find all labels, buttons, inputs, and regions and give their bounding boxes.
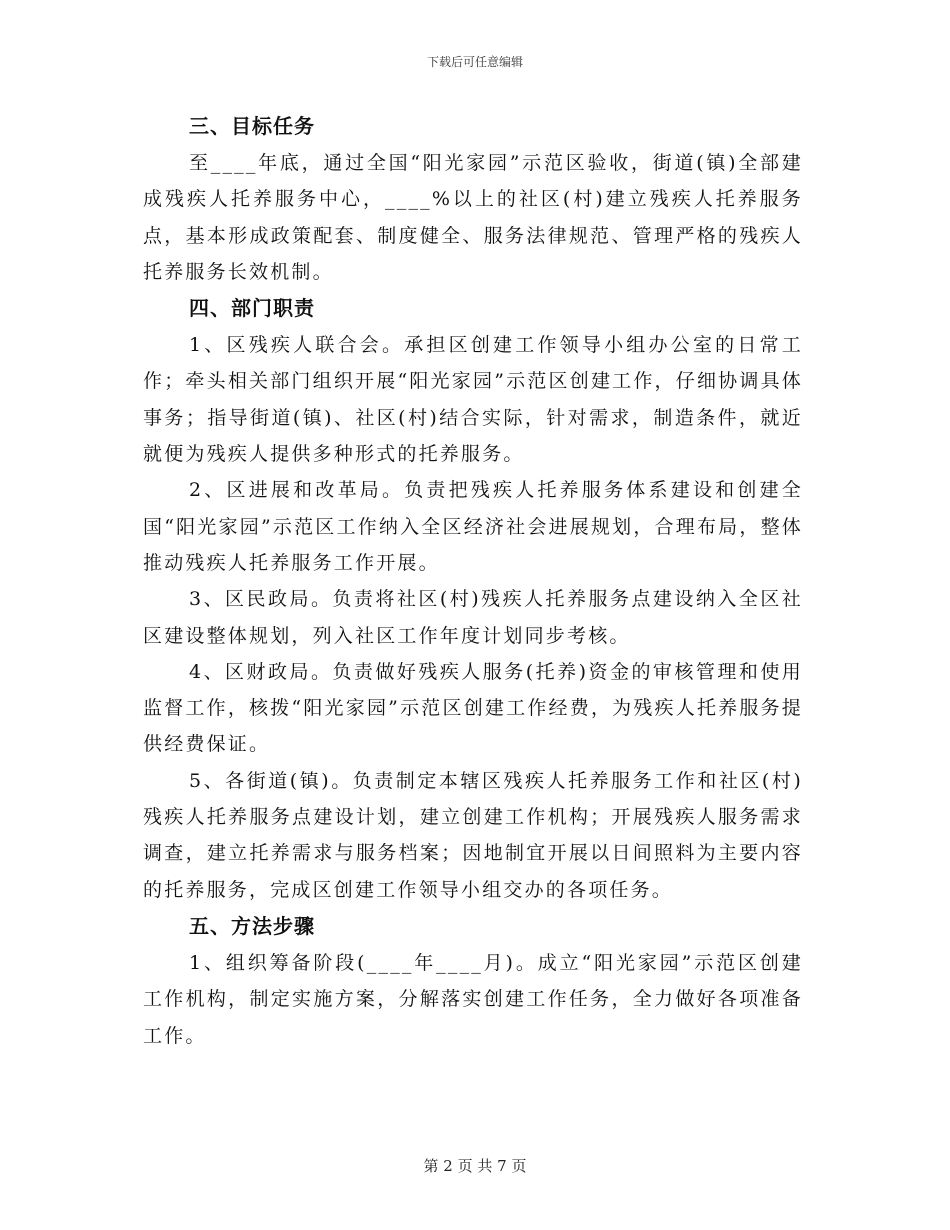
paragraph-duty-streets: 5、各街道(镇)。负责制定本辖区残疾人托养服务工作和社区(村)残疾人托养服务点建设计划，建立创建工作机构；开展残疾人服务需求调查，建立托养需求与服务档案；因地制宜开展以日间照料为主要内容的托养服务，完成区创建工作领导小组交办的各项任务。 bbox=[143, 769, 803, 901]
section-heading-steps: 五、方法步骤 bbox=[189, 913, 315, 938]
page-number-footer: 第 2 页 共 7 页 bbox=[423, 1157, 527, 1175]
paragraph-duty-development: 2、区进展和改革局。负责把残疾人托养服务体系建设和创建全国“阳光家园”示范区工作纳入全区经济社会进展规划，合理布局，整体推动残疾人托养服务工作开展。 bbox=[143, 479, 803, 574]
section-heading-duties: 四、部门职责 bbox=[189, 296, 315, 321]
page-header-note: 下载后可任意编辑 bbox=[426, 55, 523, 69]
paragraph-duty-civil-affairs: 3、区民政局。负责将社区(村)残疾人托养服务点建设纳入全区社区建设整体规划，列入社区工作年度计划同步考核。 bbox=[143, 588, 803, 647]
document-body bbox=[143, 108, 803, 1054]
paragraph-duty-finance: 4、区财政局。负责做好残疾人服务(托养)资金的审核管理和使用监督工作，核拨“阳光家园”示范区创建工作经费，为残疾人托养服务提供经费保证。 bbox=[143, 660, 803, 756]
paragraph-goals: 至____年底，通过全国“阳光家园”示范区验收，街道(镇)全部建成残疾人托养服务中心，____%以上的社区(村)建立残疾人托养服务点，基本形成政策配套、制度健全、服务法律规范、管理严格的残疾人托养服务长效机制。 bbox=[143, 152, 803, 283]
paragraph-duty-federation: 1、区残疾人联合会。承担区创建工作领导小组办公室的日常工作；牵头相关部门组织开展“阳光家园”示范区创建工作，仔细协调具体事务；指导街道(镇)、社区(村)结合实际，针对需求，制造条件，就近就便为残疾人提供多种形式的托养服务。 bbox=[143, 334, 803, 466]
paragraph-step-preparation: 1、组织筹备阶段(____年____月)。成立“阳光家园”示范区创建工作机构，制定实施方案，分解落实创建工作任务，全力做好各项准备工作。 bbox=[143, 951, 803, 1047]
section-heading-goals: 三、目标任务 bbox=[189, 114, 315, 138]
